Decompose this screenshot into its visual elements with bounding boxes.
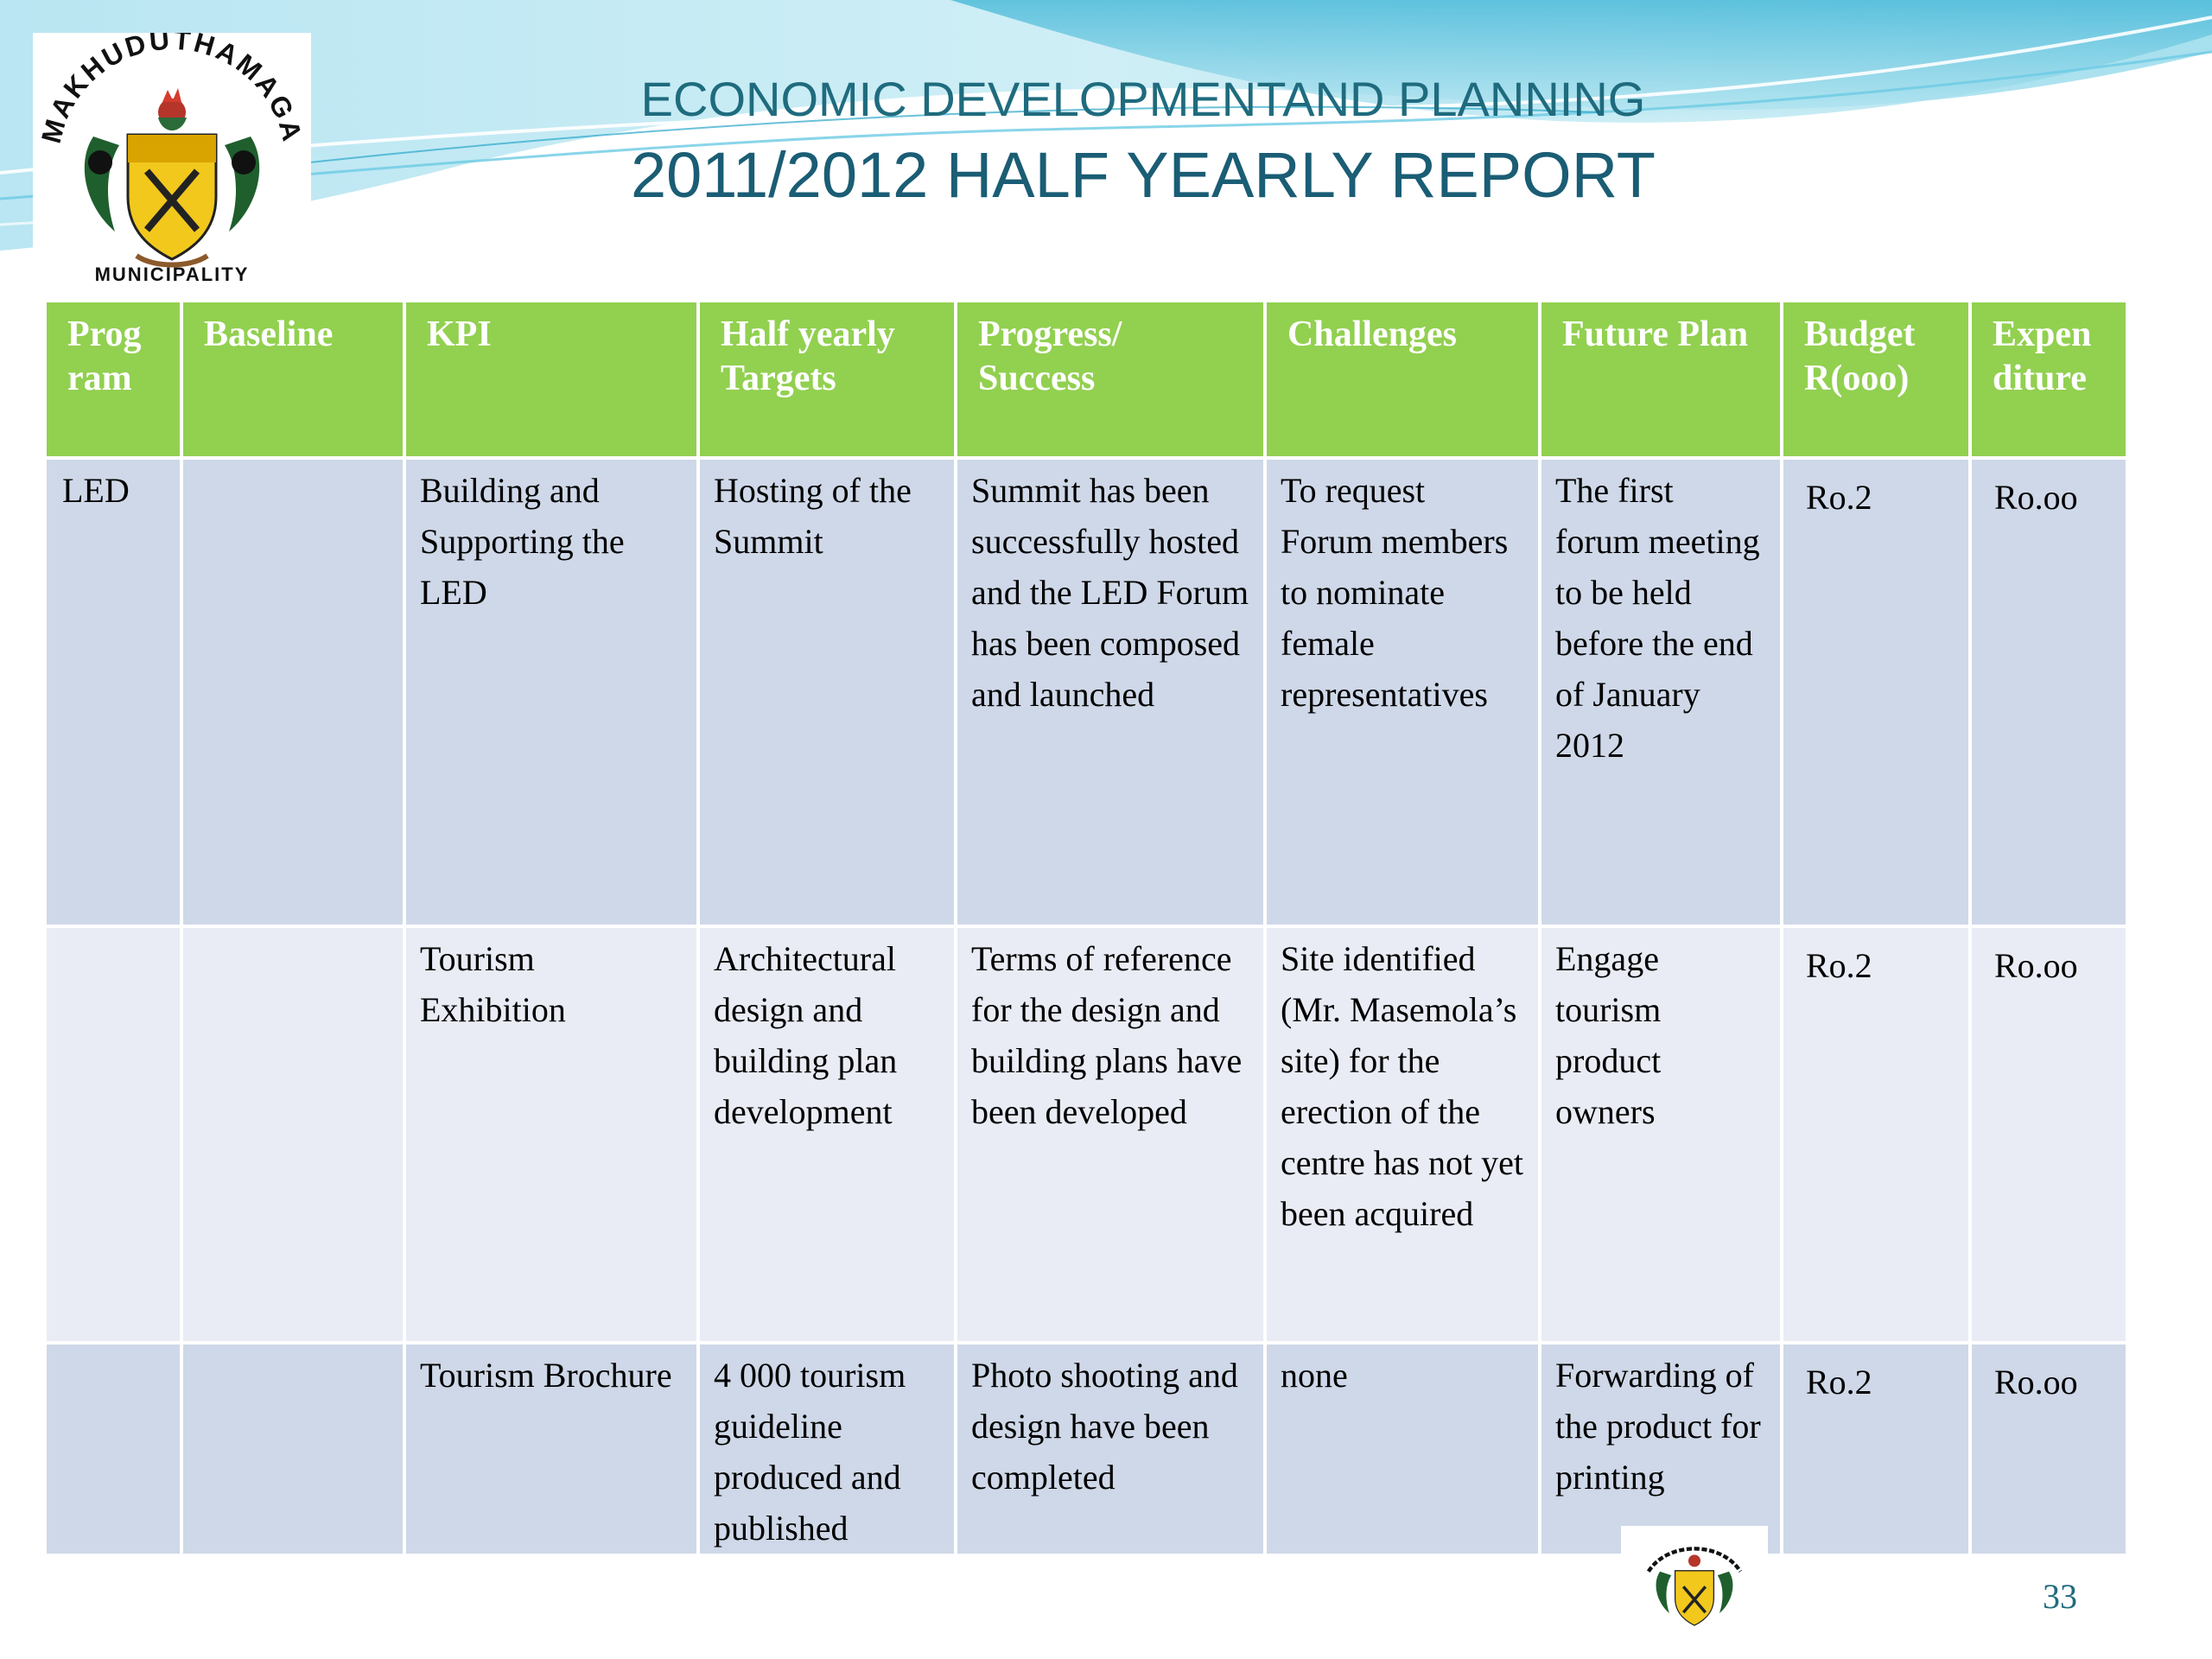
table-header-row: [45, 301, 2127, 458]
cell-kpi: Building and Supporting the LED: [404, 458, 698, 926]
cell-expenditure: Ro.oo: [1970, 926, 2127, 1343]
cell-challenges: Site identified (Mr. Masemola’s site) for the erection of the centre has not yet been acquired: [1265, 926, 1540, 1343]
report-table: [43, 299, 2129, 1557]
svg-text:MAKHUDUTHAMAGA: MAKHUDUTHAMAGA: [35, 33, 309, 147]
col-header-future-plan: Future Plan: [1540, 301, 1782, 458]
cell-progress: Summit has been successfully hosted and the LED Forum has been composed and launched: [956, 458, 1265, 926]
col-header-challenges: Challenges: [1265, 301, 1540, 458]
cell-kpi: Tourism Brochure: [404, 1343, 698, 1555]
cell-budget: Ro.2: [1782, 1343, 1970, 1555]
cell-kpi: Tourism Exhibition: [404, 926, 698, 1343]
cell-future-plan: The first forum meeting to be held before the end of January 2012: [1540, 458, 1782, 926]
cell-expenditure: Ro.oo: [1970, 458, 2127, 926]
footer-logo: [1621, 1526, 1768, 1638]
table-row: [45, 926, 2127, 1343]
cell-program: LED: [45, 458, 181, 926]
cell-future-plan: Engage tourism product owners: [1540, 926, 1782, 1343]
cell-baseline: [181, 926, 404, 1343]
cell-challenges: To request Forum members to nominate female representatives: [1265, 458, 1540, 926]
cell-progress: Terms of reference for the design and building plans have been developed: [956, 926, 1265, 1343]
cell-targets: Hosting of the Summit: [698, 458, 956, 926]
svg-text:MUNICIPALITY: MUNICIPALITY: [94, 264, 250, 285]
cell-program: [45, 1343, 181, 1555]
cell-targets: 4 000 tourism guideline produced and published: [698, 1343, 956, 1555]
cell-baseline: [181, 1343, 404, 1555]
cell-baseline: [181, 458, 404, 926]
table-row: [45, 458, 2127, 926]
cell-future-plan: Forwarding of the product for printing: [1540, 1343, 1782, 1555]
col-header-expenditure: Expen diture: [1970, 301, 2127, 458]
cell-expenditure: Ro.oo: [1970, 1343, 2127, 1555]
table-row: [45, 1343, 2127, 1555]
cell-program: [45, 926, 181, 1343]
cell-targets: Architectural design and building plan development: [698, 926, 956, 1343]
page-title: ECONOMIC DEVELOPMENTAND PLANNING: [640, 72, 1646, 126]
cell-progress: Photo shooting and design have been completed: [956, 1343, 1265, 1555]
page-number: 33: [2043, 1577, 2077, 1616]
cell-budget: Ro.2: [1782, 458, 1970, 926]
cell-budget: Ro.2: [1782, 926, 1970, 1343]
cell-challenges: none: [1265, 1343, 1540, 1555]
col-header-kpi: KPI: [404, 301, 698, 458]
col-header-program: Prog ram: [45, 301, 181, 458]
col-header-budget: Budget R(ooo): [1782, 301, 1970, 458]
col-header-progress: Progress/ Success: [956, 301, 1265, 458]
col-header-targets: Half yearly Targets: [698, 301, 956, 458]
col-header-baseline: Baseline: [181, 301, 404, 458]
page-subtitle: 2011/2012 HALF YEARLY REPORT: [630, 139, 1656, 211]
